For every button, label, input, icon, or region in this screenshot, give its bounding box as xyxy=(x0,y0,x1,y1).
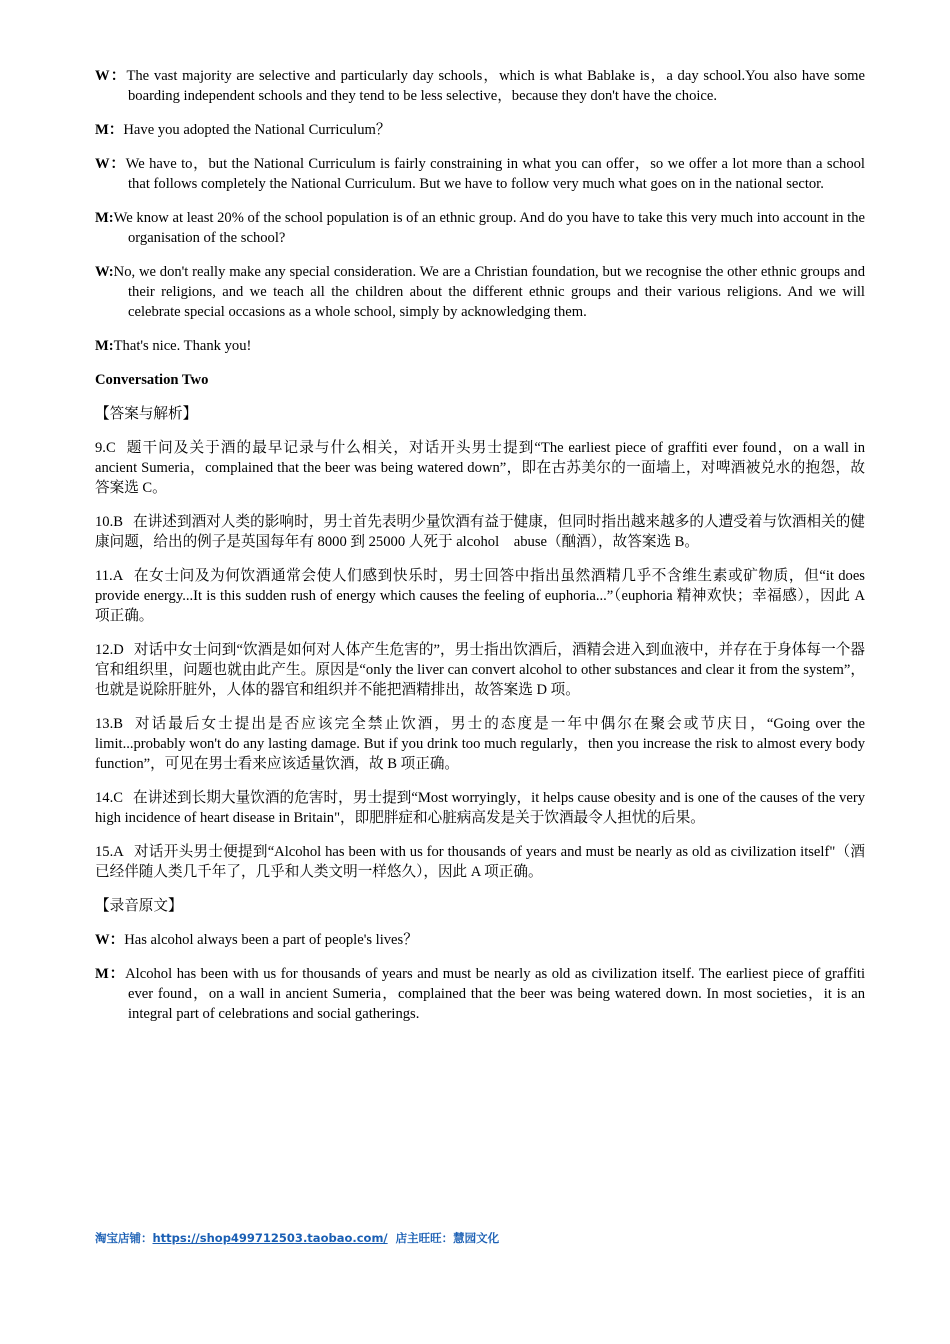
answer-explanation: 在讲述到酒对人类的影响时，男士首先表明少量饮酒有益于健康，但同时指出越来越多的人遭受着与饮酒相关的健康问题，给出的例子是英国每年有 8000 到 25000 人死于 alcohol abuse（酗酒），故答案选 B。 xyxy=(95,514,865,550)
answer-explanation: 对话中女士问到“饮酒是如何对人体产生危害的”，男士指出饮酒后，酒精会进入到血液中，并存在于身体每一个器官和组织里，问题也就由此产生。原因是“only the liver can convert alcohol to other substances and clear it from the system”，也就是说除肝脏外，人体的器官和组织并不能把酒精排出，故答案选 D 项。 xyxy=(95,642,865,698)
dialogue-text: That's nice. Thank you! xyxy=(113,338,252,354)
dialogue-text: We have to，but the National Curriculum is fairly constraining in what you can offer，so we offer a lot more than a school that follows completely the National Curriculum. But we have to follow very much what goes on in the national sector. xyxy=(125,156,865,192)
answer-number: 9.C xyxy=(95,440,116,456)
answer-number: 14.C xyxy=(95,790,123,806)
speaker-label: W: xyxy=(95,264,114,280)
answer-item xyxy=(95,640,865,700)
page-footer xyxy=(95,1230,499,1246)
speaker-label: W： xyxy=(95,156,126,172)
speaker-label: M： xyxy=(95,966,126,982)
dialogue-line xyxy=(95,66,865,106)
answer-item xyxy=(95,788,865,828)
dialogue-text: The vast majority are selective and particularly day schools，which is what Bablake is，a day school.You also have some boarding independent schools and they tend to be less selective，because they don't have the choice. xyxy=(126,68,865,104)
answer-item xyxy=(95,512,865,552)
answer-item xyxy=(95,842,865,882)
answer-item xyxy=(95,438,865,498)
dialogue-text: We know at least 20% of the school population is of an ethnic group. And do you have to take this very much into account in the organisation of the school? xyxy=(113,210,865,246)
answer-explanation: 在讲述到长期大量饮酒的危害时，男士提到“Most worryingly，it helps cause obesity and is one of the causes of the very high incidence of heart disease in Britain"，即肥胖症和心脏病高发是关于饮酒最令人担忧的后果。 xyxy=(95,790,865,826)
answer-number: 12.D xyxy=(95,642,124,658)
dialogue-line xyxy=(95,336,865,356)
answer-explanation: 对话开头男士便提到“Alcohol has been with us for thousands of years and must be nearly as old as civilization itself"（酒已经伴随人类几千年了，几乎和人类文明一样悠久），因此 A 项正确。 xyxy=(95,844,865,880)
answers-heading: 【答案与解析】 xyxy=(95,406,198,422)
answers-list xyxy=(95,438,865,882)
answer-number: 11.A xyxy=(95,568,124,584)
dialogue-text: No, we don't really make any special consideration. We are a Christian foundation, but we recognise the other ethnic groups and their religions, and we teach all the children about the different ethnic groups and their various religions. And we will celebrate special occasions as a whole school, simply by acknowledging them. xyxy=(113,264,865,320)
dialogue-bottom xyxy=(95,930,865,1024)
dialogue-text: Has alcohol always been a part of people's lives？ xyxy=(124,932,418,948)
dialogue-line xyxy=(95,930,865,950)
answer-explanation: 在女士问及为何饮酒通常会使人们感到快乐时，男士回答中指出虽然酒精几乎不含维生素或矿物质，但“it does provide energy...It is this sudden rush of energy which causes the feeling of euphoria...”（euphoria 精神欢快；幸福感），因此 A 项正确。 xyxy=(95,568,865,624)
answer-explanation: 对话最后女士提出是否应该完全禁止饮酒，男士的态度是一年中偶尔在聚会或节庆日，“Going over the limit...probably won't do any lasting damage. But if you drink too much regularly，then you increase the risk to almost every body function”，可见在男士看来应该适量饮酒，故 B 项正确。 xyxy=(95,716,865,772)
footer-shop-label: 淘宝店铺： xyxy=(95,1231,153,1245)
dialogue-top xyxy=(95,66,865,356)
answer-number: 15.A xyxy=(95,844,124,860)
speaker-label: W： xyxy=(95,68,127,84)
speaker-label: M: xyxy=(95,338,114,354)
conversation-heading: Conversation Two xyxy=(95,372,209,388)
dialogue-line xyxy=(95,208,865,248)
speaker-label: W： xyxy=(95,932,125,948)
answer-number: 13.B xyxy=(95,716,123,732)
dialogue-text: Alcohol has been with us for thousands of years and must be nearly as old as civilization itself. The earliest piece of graffiti ever found，on a wall in ancient Sumeria，complained that the beer was being watered down. In most societies，it is an integral part of celebrations and social gatherings. xyxy=(125,966,865,1022)
dialogue-text: Have you adopted the National Curriculum？ xyxy=(123,122,391,138)
transcript-heading: 【录音原文】 xyxy=(95,898,183,914)
dialogue-line xyxy=(95,154,865,194)
speaker-label: M： xyxy=(95,122,124,138)
footer-owner-label: 店主旺旺：慧园文化 xyxy=(395,1231,500,1245)
footer-shop-link[interactable]: https://shop499712503.taobao.com/ xyxy=(152,1231,388,1245)
answer-explanation: 题干问及关于酒的最早记录与什么相关，对话开头男士提到“The earliest piece of graffiti ever found，on a wall in ancient Sumeria，complained that the beer was being watered down”，即在古苏美尔的一面墙上，对啤酒被兑水的抱怨，故答案选 C。 xyxy=(95,440,865,496)
answer-item xyxy=(95,566,865,626)
dialogue-line xyxy=(95,120,865,140)
dialogue-line xyxy=(95,262,865,322)
speaker-label: M: xyxy=(95,210,114,226)
document-body xyxy=(95,66,865,1038)
answer-item xyxy=(95,714,865,774)
dialogue-line xyxy=(95,964,865,1024)
answer-number: 10.B xyxy=(95,514,123,530)
